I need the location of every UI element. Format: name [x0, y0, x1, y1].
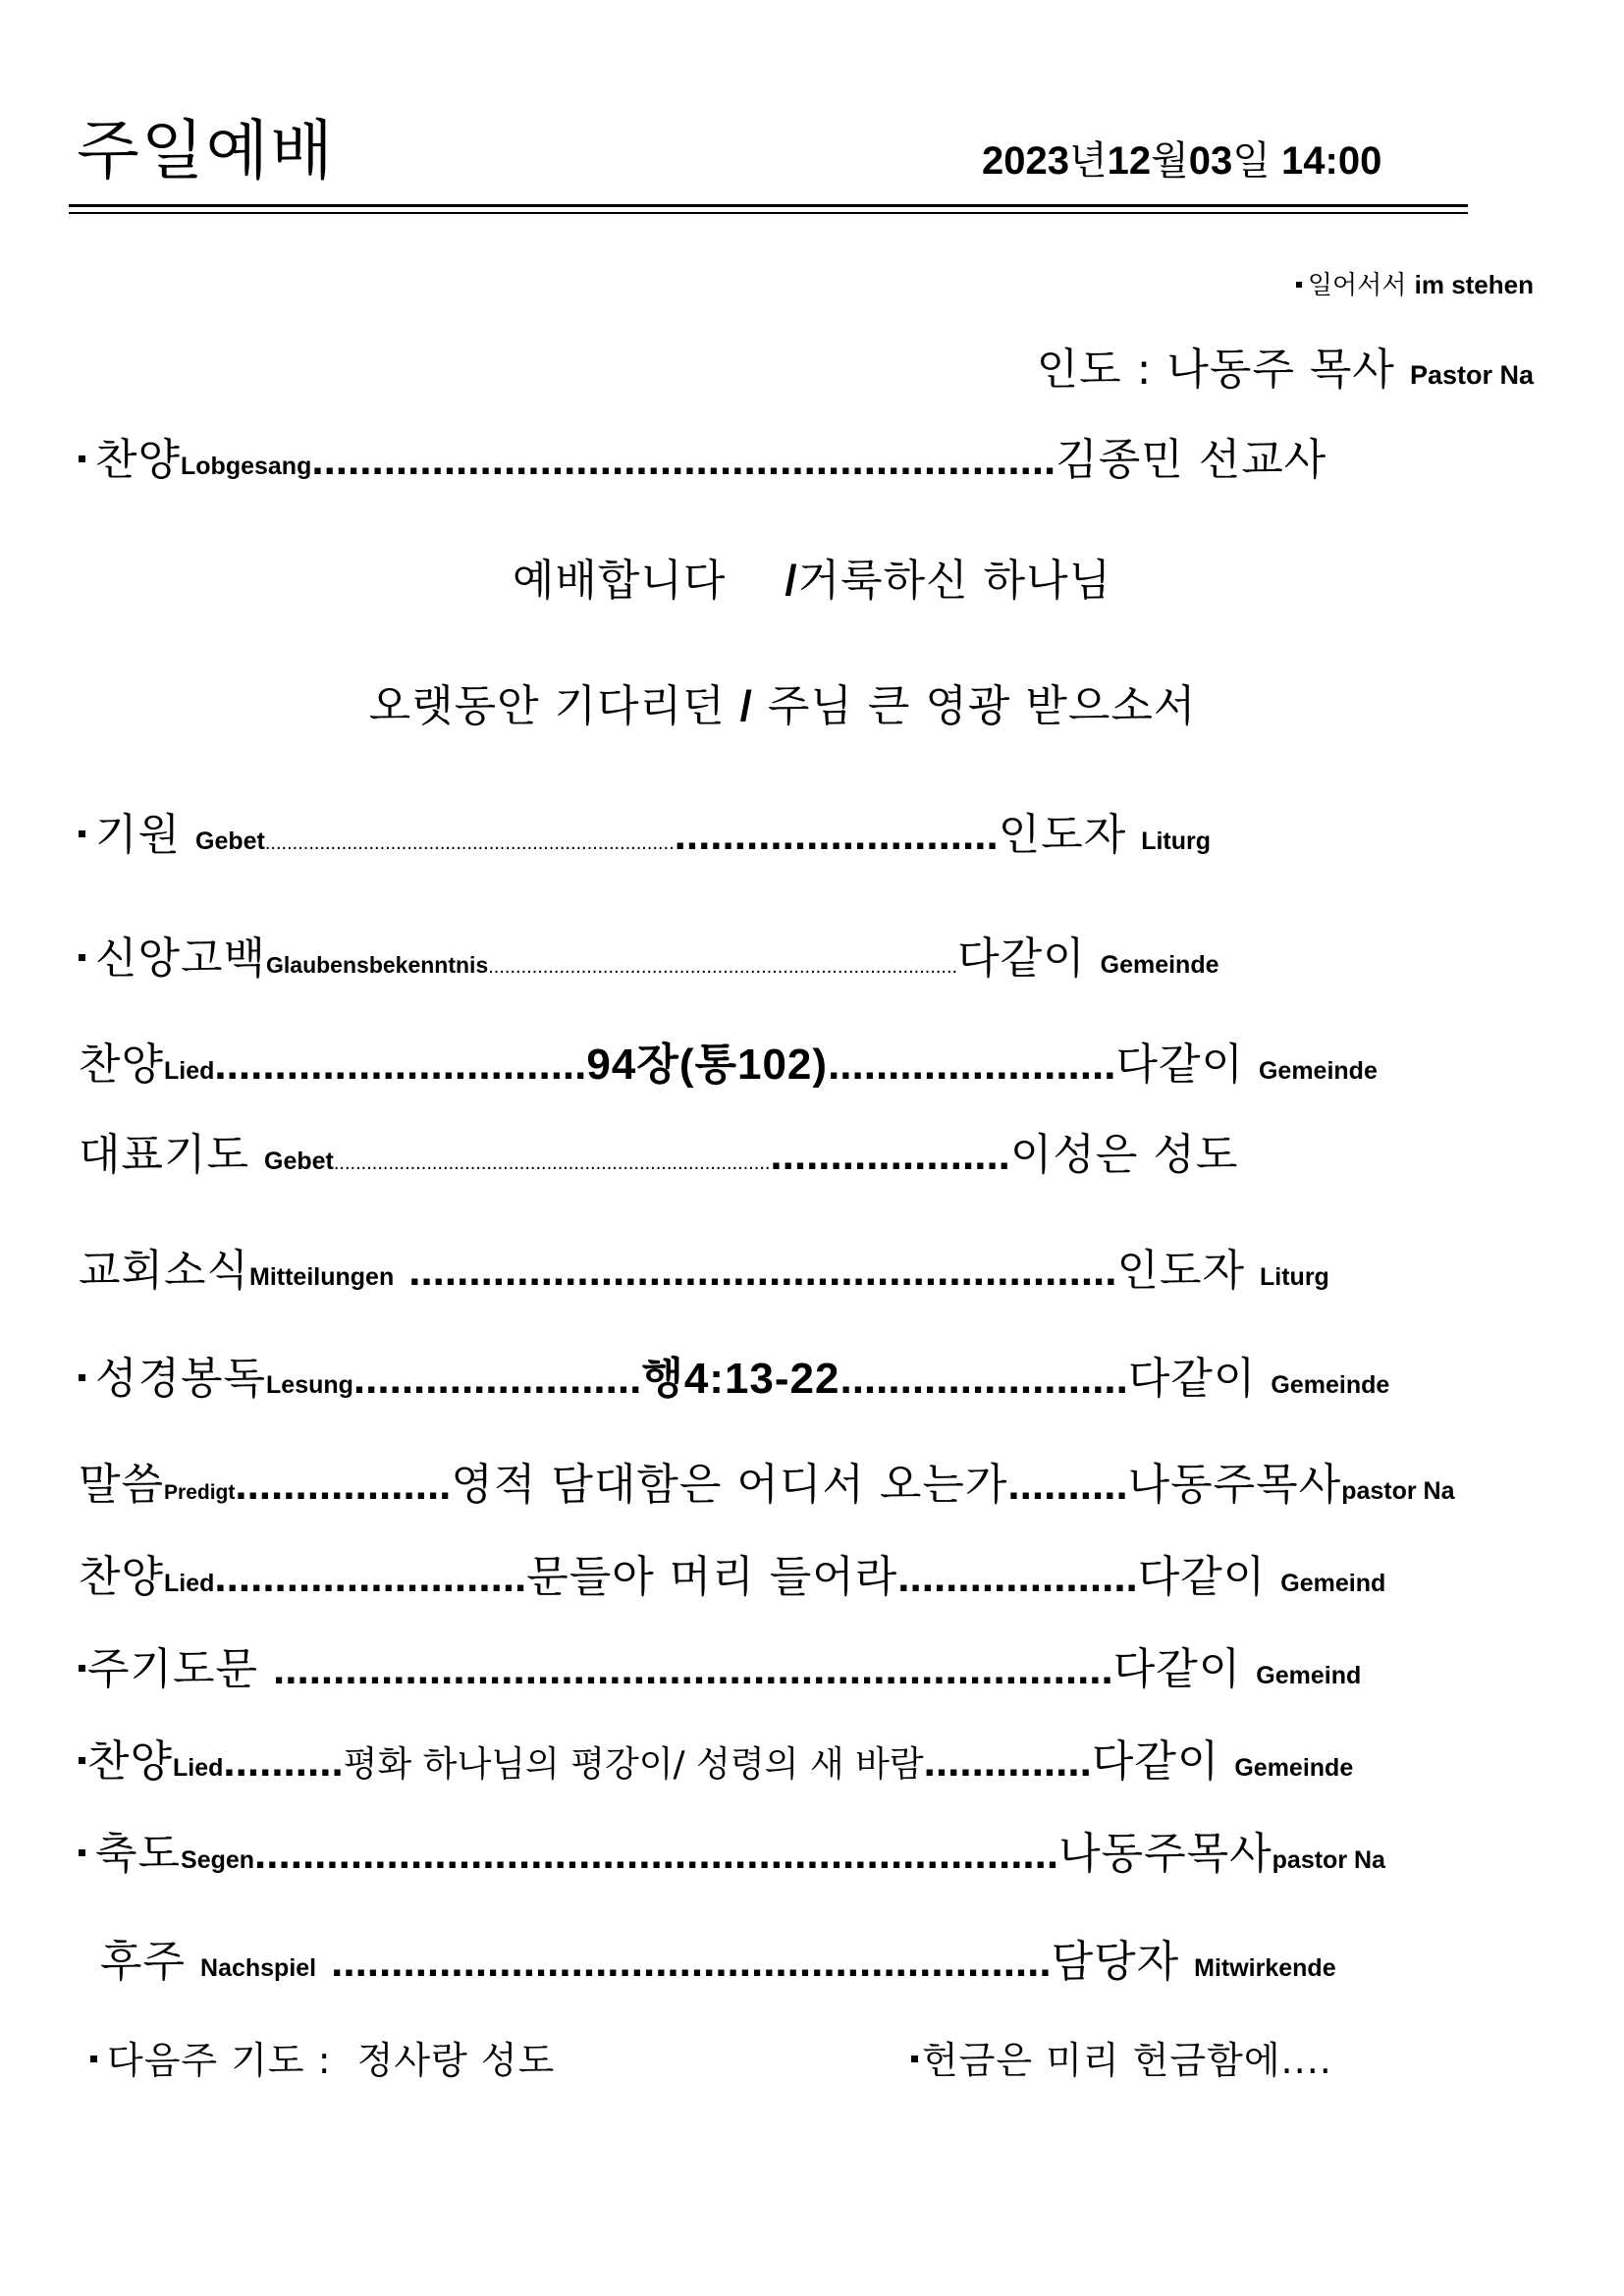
bullet-icon [79, 830, 85, 837]
item-person: 다같이 [1127, 1354, 1257, 1404]
song-separator: / [785, 557, 798, 605]
item-dots: ............................................................ [331, 1938, 1052, 1986]
item-de: Lied [164, 1570, 215, 1597]
item-de: Lied [164, 1057, 215, 1085]
bullet-icon [90, 2056, 97, 2062]
item-person-de: Gemeinde [1271, 1371, 1390, 1399]
item-person: 다같이 [1115, 1040, 1244, 1090]
item-dots: .................... [770, 1131, 1010, 1179]
item-ko: 찬양 [95, 435, 182, 485]
item-dots: ................................................................... [254, 1830, 1059, 1878]
item-mid: 문들아 머리 들어라 [526, 1552, 898, 1602]
item-person: 인도자 [998, 810, 1127, 860]
bullet-icon [79, 455, 85, 462]
service-leader-label: 인도 : 나동주 목사 [1036, 345, 1395, 395]
offering-note-text: 헌금은 미리 헌금함에.... [922, 2039, 1332, 2082]
order-item-creed [79, 923, 1219, 986]
song-line-1 [0, 545, 1624, 608]
order-item-lords-prayer [79, 1633, 1361, 1696]
item-person-de: Gemeind [1280, 1570, 1386, 1597]
bullet-icon [79, 1374, 85, 1381]
item-de: Predigt [164, 1481, 236, 1504]
song-title-4: 주님 큰 영광 받으소서 [767, 681, 1197, 731]
item-dots: ........................................................................... [264, 832, 675, 854]
item-dots: ........................ [352, 1355, 642, 1403]
item-dots: .......... [223, 1737, 344, 1786]
order-item-reading [79, 1343, 1389, 1406]
item-ko: 성경봉독 [95, 1354, 267, 1404]
service-leader-de: Pastor Na [1409, 360, 1534, 390]
song-title-2: 거룩하신 하나님 [797, 556, 1112, 606]
item-de: Lesung [266, 1371, 353, 1399]
item-de: Mitteilungen [249, 1263, 395, 1291]
item-person-de: Gemeind [1256, 1662, 1362, 1689]
item-ko: 말씀 [79, 1460, 165, 1510]
item-dots: .................. [235, 1461, 452, 1509]
item-de: Lied [173, 1754, 224, 1782]
item-person-de: Liturg [1141, 828, 1212, 855]
item-dots: ........................................................... [408, 1247, 1117, 1295]
order-item-announcements [79, 1235, 1329, 1298]
date-time: 14:00 [1281, 139, 1382, 183]
next-week-prayer-label: 다음주 기도 : [107, 2039, 332, 2082]
item-mid: 행4:13-22 [641, 1355, 840, 1403]
date-day: 03 [1188, 139, 1233, 183]
item-de: Segen [181, 1846, 255, 1874]
song-line-2 [0, 670, 1595, 733]
item-person: 김종민 선교사 [1056, 435, 1327, 485]
item-person-de: Mitwirkende [1194, 1954, 1336, 1982]
song-separator: / [739, 682, 753, 730]
item-ko: 기원 [95, 810, 182, 860]
bullet-icon [79, 1757, 85, 1764]
item-dots: .......... [1007, 1461, 1128, 1509]
standing-note [1296, 265, 1534, 301]
item-person-de: pastor Na [1272, 1846, 1385, 1874]
item-ko: 교회소식 [79, 1246, 250, 1296]
order-item-hymn-3 [79, 1726, 1353, 1789]
item-dots: .......................... [214, 1553, 527, 1601]
standing-note-de: im stehen [1414, 270, 1534, 299]
item-dots: .............. [923, 1737, 1092, 1786]
item-dots: ........................... [674, 811, 999, 859]
item-dots: ...................................................................... [273, 1645, 1113, 1693]
next-week-prayer [90, 2030, 555, 2084]
item-person-de: Gemeinde [1100, 951, 1219, 979]
item-person: 다같이 [1137, 1552, 1267, 1602]
item-mid: 영적 담대함은 어디서 오는가 [451, 1460, 1008, 1510]
item-person: 이성은 성도 [1009, 1130, 1239, 1180]
item-dots: ........................ [828, 1041, 1116, 1089]
item-ko: 축도 [95, 1829, 182, 1879]
item-ko: 신앙고백 [95, 934, 267, 984]
page-title: 주일예배 [77, 113, 336, 188]
item-person: 인도자 [1116, 1246, 1246, 1296]
order-item-sermon [79, 1449, 1455, 1512]
offering-note [911, 2030, 1332, 2084]
header-divider [69, 204, 1468, 207]
item-de: Gebet [195, 828, 265, 855]
song-title-3: 오랫동안 기다리던 [368, 681, 726, 731]
item-ko: 찬양 [79, 1552, 165, 1602]
header-divider-secondary [69, 212, 1468, 214]
service-date [982, 130, 1381, 186]
item-mid: 94장(통102) [586, 1041, 829, 1089]
item-de: Lobgesang [181, 453, 312, 480]
bullet-icon [911, 2056, 918, 2062]
item-person-de: Gemeinde [1258, 1057, 1378, 1085]
item-person-de: Gemeinde [1234, 1754, 1354, 1782]
item-mid: 평화 하나님의 평강이/ 성령의 새 바람 [343, 1744, 924, 1785]
order-item-benediction [79, 1818, 1385, 1881]
date-day-unit: 일 [1232, 138, 1271, 184]
standing-note-ko: 일어서서 [1307, 271, 1407, 300]
item-dots: ................................................................................ [333, 1152, 771, 1174]
item-person: 나동주목사 [1127, 1460, 1342, 1510]
item-de: Gebet [264, 1148, 334, 1175]
item-de: Nachspiel [200, 1954, 317, 1982]
order-item-praise [79, 424, 1326, 487]
service-leader [1037, 334, 1534, 397]
item-ko: 대표기도 [79, 1130, 250, 1180]
item-person-de: Liturg [1260, 1263, 1329, 1291]
date-year-unit: 년 [1068, 138, 1108, 184]
item-ko: 후주 [100, 1937, 187, 1987]
item-dots: .................... [897, 1553, 1138, 1601]
item-dots: ............................... [214, 1041, 587, 1089]
bullet-icon [79, 954, 85, 961]
item-person: 나동주목사 [1058, 1829, 1272, 1879]
order-item-invocation [79, 799, 1211, 862]
date-year: 2023 [982, 139, 1069, 183]
item-ko: 찬양 [79, 1040, 165, 1090]
item-person-de: pastor Na [1341, 1477, 1455, 1505]
order-item-postlude [100, 1926, 1336, 1989]
date-month: 12 [1107, 139, 1152, 183]
item-de: Glaubensbekenntnis [266, 952, 489, 978]
bullet-icon [1296, 282, 1302, 288]
item-dots: ...................................................................................... [488, 956, 958, 978]
item-person: 담당자 [1051, 1937, 1180, 1987]
order-item-hymn [79, 1029, 1378, 1092]
bullet-icon [79, 1665, 85, 1672]
date-month-unit: 월 [1151, 138, 1189, 184]
song-title-1: 예배합니다 [512, 556, 727, 606]
item-ko: 주기도문 [87, 1644, 259, 1694]
order-item-prayer [79, 1119, 1238, 1182]
order-item-hymn-2 [79, 1541, 1385, 1604]
item-person: 다같이 [1091, 1736, 1220, 1787]
next-week-prayer-person: 정사랑 성도 [356, 2039, 556, 2082]
item-ko: 찬양 [87, 1736, 174, 1787]
item-dots: .............................................................. [311, 436, 1056, 484]
bullet-icon [79, 1849, 85, 1856]
item-person: 다같이 [1112, 1644, 1242, 1694]
item-person: 다같이 [957, 934, 1086, 984]
item-dots: ........................ [839, 1355, 1128, 1403]
